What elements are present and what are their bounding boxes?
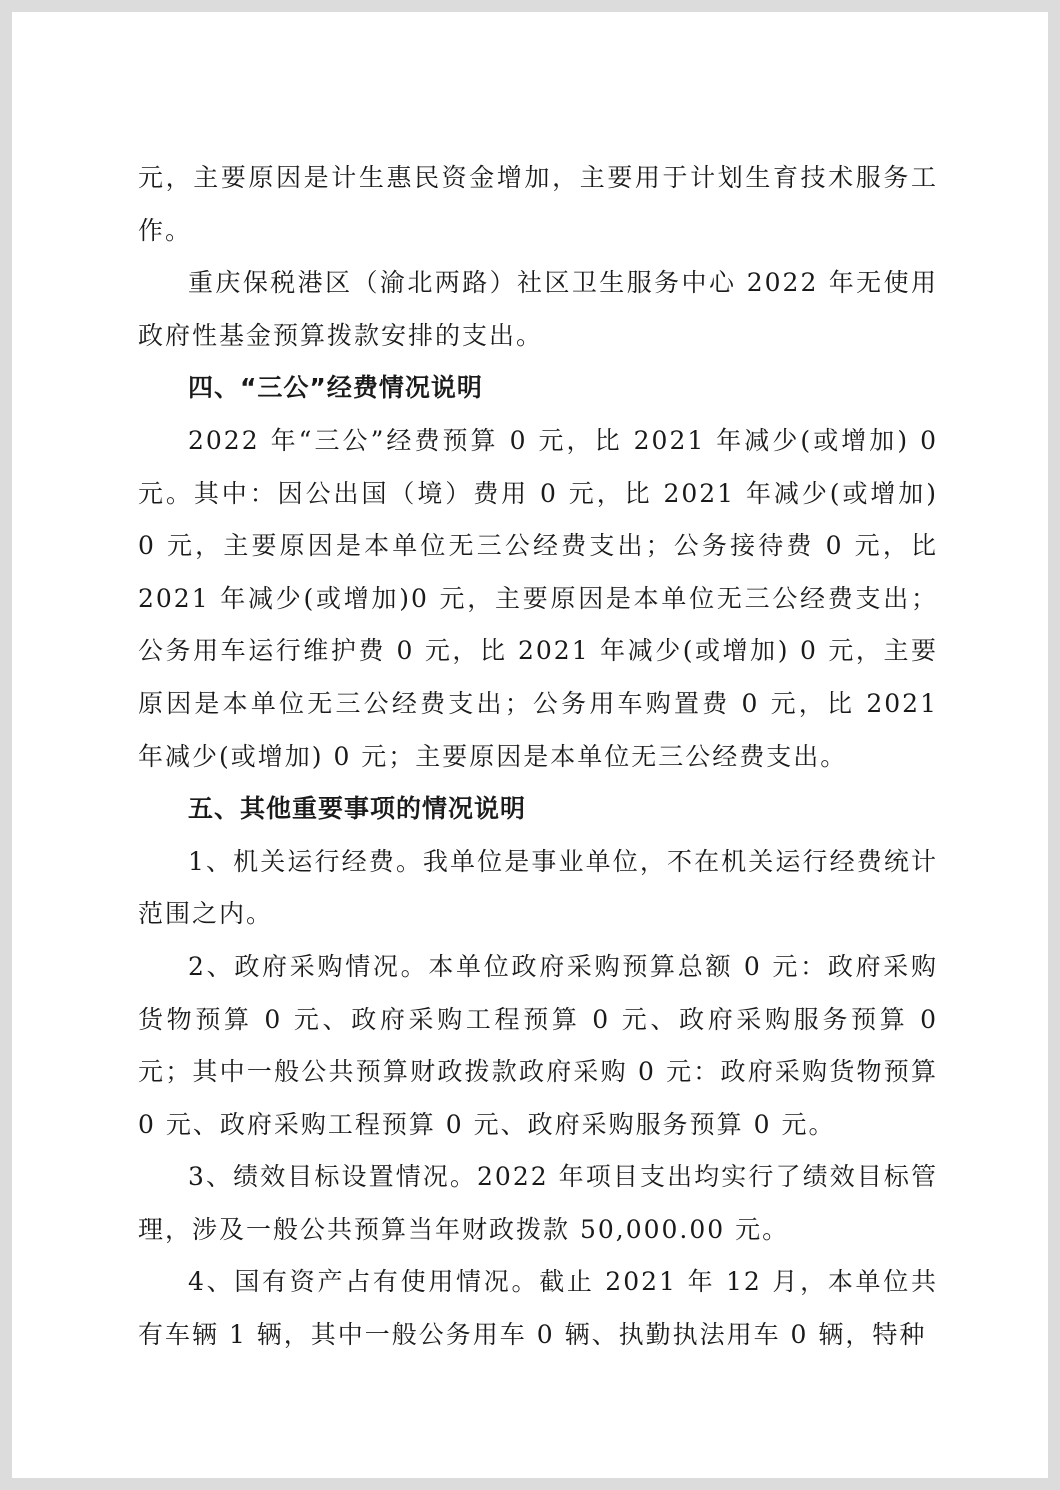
document-body xyxy=(138,152,938,1362)
heading-other-matters: 五、其他重要事项的情况说明 xyxy=(188,794,527,824)
paragraph-government-fund: 重庆保税港区（渝北两路）社区卫生服务中心 2022 年无使用政府性基金预算拨款安排的支出。 xyxy=(138,268,938,350)
document-page xyxy=(12,12,1048,1478)
paragraph-three-public-expenses: 2022 年“三公”经费预算 0 元，比 2021 年减少(或增加) 0 元。其中：因公出国（境）费用 0 元，比 2021 年减少(或增加) 0 元，主要原因是本单位无三公经费支出；公务接待费 0 元，比 2021 年减少(或增加)0 元，主要原因是本单位无三公经费支出；公务用车运行维护费 0 元，比 2021 年减少(或增加) 0 元，主要原因是本单位无三公经费支出；公务用车购置费 0 元，比 2021 年减少(或增加) 0 元；主要原因是本单位无三公经费支出。 xyxy=(138,425,938,771)
paragraph-state-assets: 4、国有资产占有使用情况。截止 2021 年 12 月，本单位共有车辆 1 辆，其中一般公务用车 0 辆、执勤执法用车 0 辆，特种 xyxy=(138,1267,938,1350)
paragraph-fund-increase: 元，主要原因是计生惠民资金增加，主要用于计划生育技术服务工作。 xyxy=(138,163,938,245)
paragraph-operating-expenses: 1、机关运行经费。我单位是事业单位，不在机关运行经费统计范围之内。 xyxy=(138,846,938,929)
paragraph-performance-targets: 3、绩效目标设置情况。2022 年项目支出均实行了绩效目标管理，涉及一般公共预算当年财政拨款 50,000.00 元。 xyxy=(138,1162,938,1244)
paragraph-government-procurement: 2、政府采购情况。本单位政府采购预算总额 0 元：政府采购货物预算 0 元、政府采购工程预算 0 元、政府采购服务预算 0 元；其中一般公共预算财政拨款政府采购 0 元：政府采购货物预算 0 元、政府采购工程预算 0 元、政府采购服务预算 0 元。 xyxy=(138,951,938,1139)
heading-three-public-expenses: 四、“三公”经费情况说明 xyxy=(188,373,483,403)
